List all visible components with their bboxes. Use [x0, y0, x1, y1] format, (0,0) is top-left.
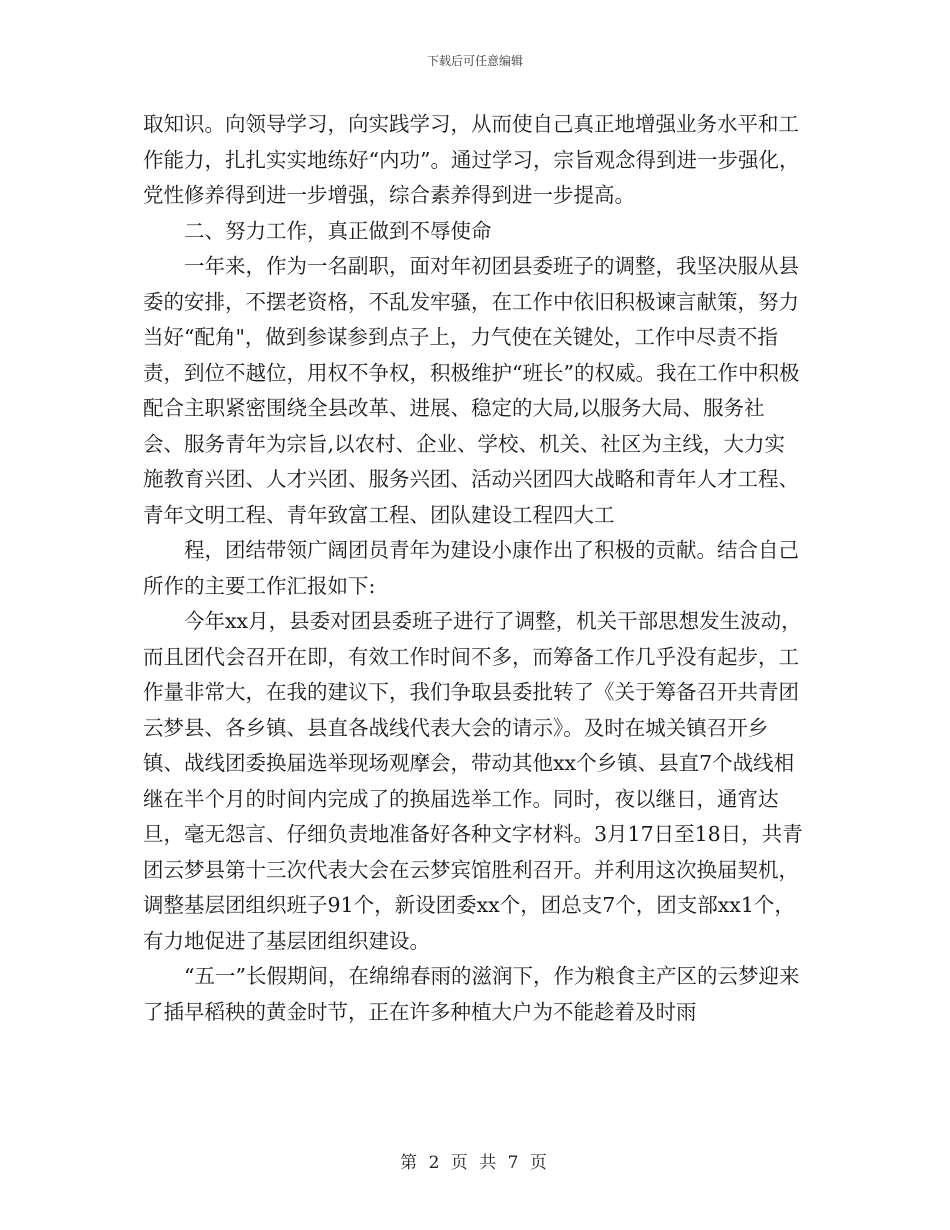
paragraph: 程，团结带领广阔团员青年为建设小康作出了积极的贡献。结合自己所作的主要工作汇报如下: — [143, 538, 799, 598]
page-header: 下载后可任意编辑 — [426, 54, 523, 68]
paragraph: 今年xx月，县委对团县委班子进行了调整，机关干部思想发生波动，而且团代会召开在即，有效工作时间不多，而筹备工作几乎没有起步，工作量非常大，在我的建议下，我们争取县委批转了《关于筹备召开共青团云梦县、各乡镇、县直各战线代表大会的请示》。及时在城关镇召开乡镇、战线团委换届选举现场观摩会，带动其他xx个乡镇、县直7个战线相继在半个月的时间内完成了的换届选举工作。同时，夜以继日，通宵达旦，毫无怨言、仔细负责地准备好各种文字材料。3月17日至18日，共青团云梦县第十三次代表大会在云梦宾馆胜利召开。并利用这次换届契机，调整基层团组织班子91个，新设团委xx个，团总支7个，团支部xx1个，有力地促进了基层团组织建设。 — [143, 609, 803, 953]
section-heading: 二、努力工作，真正做到不辱使命 — [184, 218, 492, 243]
paragraph: 一年来，作为一名副职，面对年初团县委班子的调整，我坚决服从县委的安排，不摆老资格，不乱发牢骚，在工作中依旧积极谏言献策，努力当好“配角"，做到参谋参到点子上，力气使在关键处，工作中尽责不指责，到位不越位，用权不争权，积极维护“班长”的权威。我在工作中积极配合主职紧密围绕全县改革、进展、稳定的大局,以服务大局、服务社会、服务青年为宗旨,以农村、企业、学校、机关、社区为主线，大力实施教育兴团、人才兴团、服务兴团、活动兴团四大战略和青年人才工程、青年文明工程、青年致富工程、团队建设工程四大工 — [143, 254, 800, 527]
document-body — [143, 107, 803, 1030]
page-footer: 第 2 页 共 7 页 — [400, 1153, 550, 1173]
paragraph: “五一”长假期间，在绵绵春雨的滋润下，作为粮食主产区的云梦迎来了插早稻秧的黄金时节，正在许多种植大户为不能趁着及时雨 — [143, 964, 800, 1024]
paragraph: 取知识。向领导学习，向实践学习，从而使自己真正地增强业务水平和工作能力，扎扎实实地练好“内功”。通过学习，宗旨观念得到进一步强化，党性修养得到进一步增强，综合素养得到进一步提高。 — [143, 112, 800, 207]
